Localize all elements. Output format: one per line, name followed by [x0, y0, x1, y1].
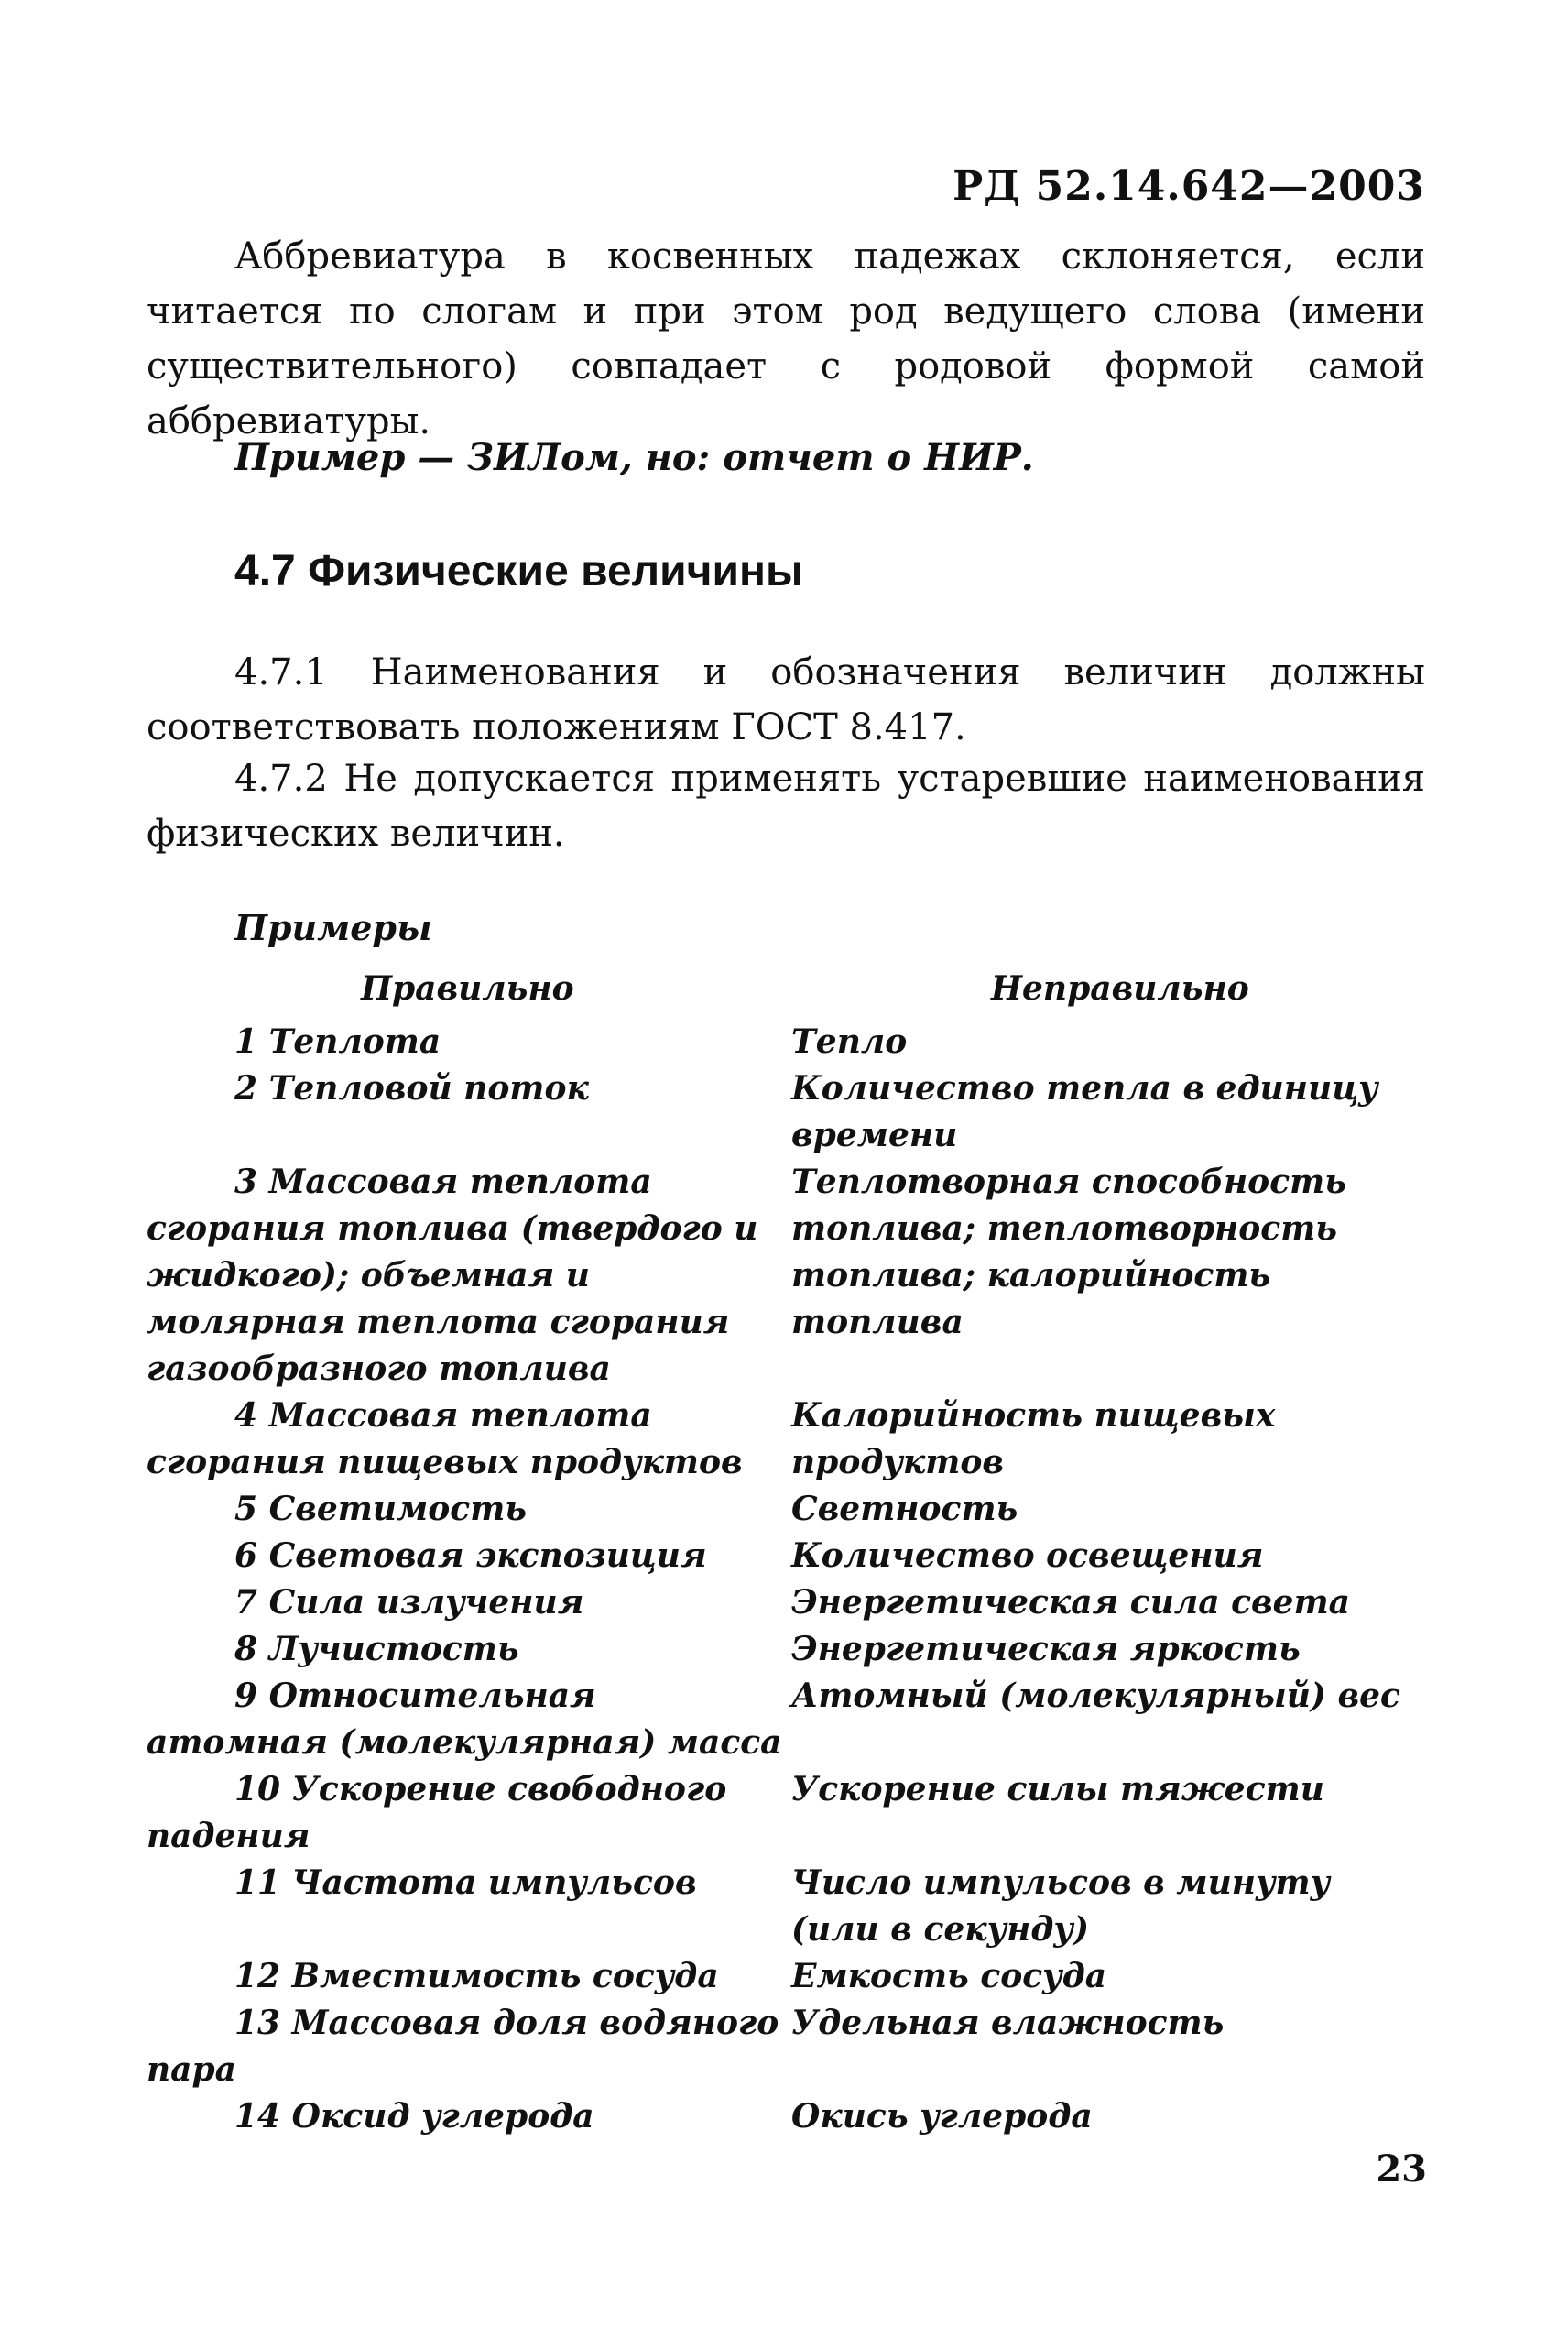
correct-term: 10 Ускорение свободного падения	[147, 1770, 727, 1855]
incorrect-term: Ускорение силы тяжести	[791, 1770, 1324, 1808]
correct-term: 5 Светимость	[234, 1490, 528, 1528]
correct-term: 6 Световая экспозиция	[234, 1536, 707, 1575]
incorrect-term: Энергетическая сила света	[791, 1583, 1350, 1622]
paragraph-4-7-2: 4.7.2 Не допускается применять устаревшие наименования физических величин.	[147, 758, 1425, 855]
correct-term: 11 Частота импульсов	[234, 1863, 697, 1902]
correct-term: 12 Вместимость сосуда	[234, 1957, 719, 1995]
abbreviation-rule-paragraph: Аббревиатура в косвенных падежах склоняется, если читается по слогам и при этом род ведущего слова (имени существительного) совпадает с родовой формой самой аббревиатуры.	[147, 235, 1425, 442]
correct-term: 9 Относительная атомная (молекулярная) масса	[147, 1677, 782, 1762]
incorrect-term: Энергетическая яркость	[791, 1630, 1301, 1668]
table-row	[147, 1766, 1429, 1860]
correct-term: 7 Сила излучения	[234, 1583, 584, 1622]
document-code: РД 52.14.642—2003	[953, 163, 1425, 210]
examples-table	[147, 1019, 1429, 2140]
incorrect-term: Количество тепла в единицу времени	[791, 1069, 1378, 1154]
paragraph-4-7-1: 4.7.1 Наименования и обозначения величин должны соответствовать положениям ГОСТ 8.417.	[147, 651, 1425, 748]
table-row	[147, 1860, 1429, 1953]
incorrect-term: Светность	[791, 1490, 1018, 1528]
correct-term: 8 Лучистость	[234, 1630, 519, 1668]
table-row	[147, 1486, 1429, 1533]
table-row	[147, 1159, 1429, 1393]
table-row	[147, 1626, 1429, 1673]
table-row	[147, 1393, 1429, 1486]
section-heading-4-7: 4.7 Физические величины	[234, 547, 804, 595]
incorrect-term: Тепло	[791, 1022, 908, 1061]
correct-term: 4 Массовая теплота сгорания пищевых продуктов	[147, 1396, 743, 1481]
table-row	[147, 2000, 1429, 2093]
example-line: Пример — ЗИЛом, но: отчет о НИР.	[234, 436, 1034, 479]
column-header-incorrect: Неправильно	[991, 969, 1249, 1008]
incorrect-term: Атомный (молекулярный) вес	[791, 1677, 1400, 1715]
correct-term: 14 Оксид углерода	[234, 2097, 594, 2136]
incorrect-term: Удельная влажность	[791, 2004, 1225, 2042]
column-header-correct: Правильно	[361, 969, 574, 1008]
page-number: 23	[1376, 2147, 1427, 2190]
correct-term: 2 Тепловой поток	[234, 1069, 589, 1108]
table-row	[147, 1673, 1429, 1766]
incorrect-term: Теплотворная способность топлива; теплотворность топлива; калорийность топлива	[791, 1163, 1346, 1341]
incorrect-term: Емкость сосуда	[791, 1957, 1107, 1995]
correct-term: 13 Массовая доля водяного пара	[147, 2004, 779, 2089]
table-row	[147, 2093, 1429, 2140]
incorrect-term: Число импульсов в минуту (или в секунду)	[791, 1863, 1331, 1949]
table-row	[147, 1579, 1429, 1626]
incorrect-term: Количество освещения	[791, 1536, 1264, 1575]
incorrect-term: Окись углерода	[791, 2097, 1093, 2136]
table-row	[147, 1533, 1429, 1579]
correct-term: 1 Теплота	[234, 1022, 441, 1061]
correct-term: 3 Массовая теплота сгорания топлива (твердого и жидкого); объемная и молярная теплота сгорания газообразного топлива	[147, 1163, 758, 1388]
table-row	[147, 1065, 1429, 1159]
table-row	[147, 1019, 1429, 1065]
examples-label: Примеры	[234, 907, 432, 948]
incorrect-term: Калорийность пищевых продуктов	[791, 1396, 1276, 1481]
table-row	[147, 1953, 1429, 2000]
